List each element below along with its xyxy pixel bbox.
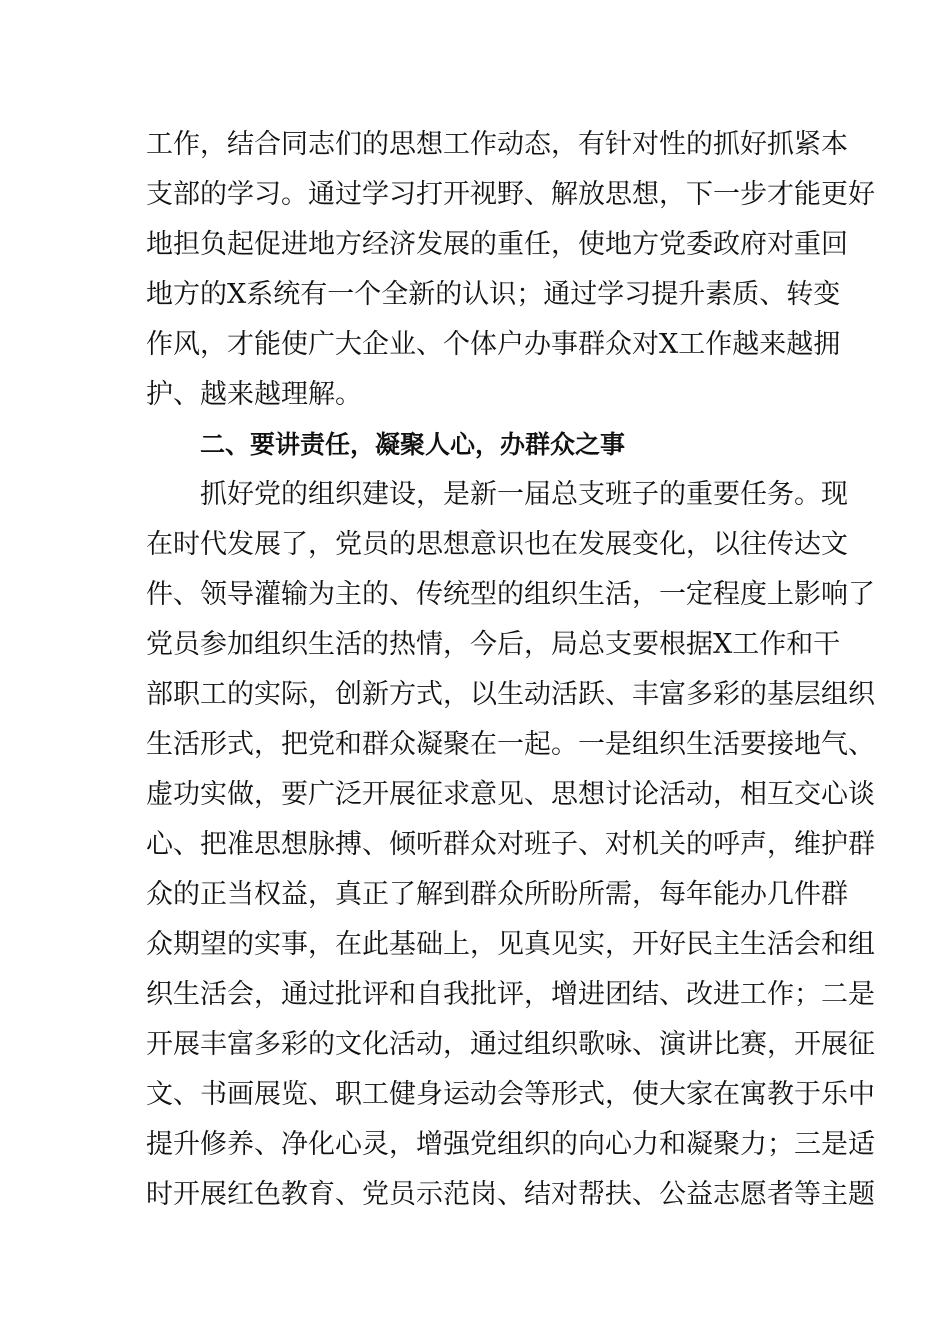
text-line: 地方的X系统有一个全新的认识；通过学习提升素质、转变 (146, 279, 841, 310)
text-line: 抓好党的组织建设，是新一届总支班子的重要任务。现 (200, 479, 848, 510)
text-line: 党员参加组织生活的热情，今后，局总支要根据X工作和干 (146, 629, 841, 660)
text-line: 支部的学习。通过学习打开视野、解放思想，下一步才能更好 (146, 179, 875, 210)
text-line: 护、越来越理解。 (146, 379, 362, 410)
paragraph-1 (146, 120, 875, 420)
paragraph-2 (146, 470, 875, 1220)
text-line: 作风，才能使广大企业、个体户办事群众对X工作越来越拥 (146, 329, 841, 360)
section-heading: 二、要讲责任，凝聚人心，办群众之事 (200, 430, 626, 459)
text-line: 部职工的实际，创新方式，以生动活跃、丰富多彩的基层组织 (146, 679, 875, 710)
text-line: 织生活会，通过批评和自我批评，增进团结、改进工作；二是 (146, 979, 875, 1010)
document-body (146, 120, 875, 1220)
text-line: 地担负起促进地方经济发展的重任，使地方党委政府对重回 (146, 229, 848, 260)
text-line: 文、书画展览、职工健身运动会等形式，使大家在寓教于乐中 (146, 1079, 875, 1110)
text-line: 工作，结合同志们的思想工作动态，有针对性的抓好抓紧本 (146, 129, 848, 160)
text-line: 提升修养、净化心灵，增强党组织的向心力和凝聚力；三是适 (146, 1129, 875, 1160)
text-line: 时开展红色教育、党员示范岗、结对帮扶、公益志愿者等主题 (146, 1179, 875, 1210)
text-line: 生活形式，把党和群众凝聚在一起。一是组织生活要接地气、 (146, 729, 875, 760)
text-line: 件、领导灌输为主的、传统型的组织生活，一定程度上影响了 (146, 579, 875, 610)
text-line: 心、把准思想脉搏、倾听群众对班子、对机关的呼声，维护群 (146, 829, 875, 860)
text-line: 开展丰富多彩的文化活动，通过组织歌咏、演讲比赛，开展征 (146, 1029, 875, 1060)
text-line: 虚功实做，要广泛开展征求意见、思想讨论活动，相互交心谈 (146, 779, 875, 810)
text-line: 众的正当权益，真正了解到群众所盼所需，每年能办几件群 (146, 879, 848, 910)
text-line: 在时代发展了，党员的思想意识也在发展变化，以往传达文 (146, 529, 848, 560)
text-line: 众期望的实事，在此基础上，见真见实，开好民主生活会和组 (146, 929, 875, 960)
